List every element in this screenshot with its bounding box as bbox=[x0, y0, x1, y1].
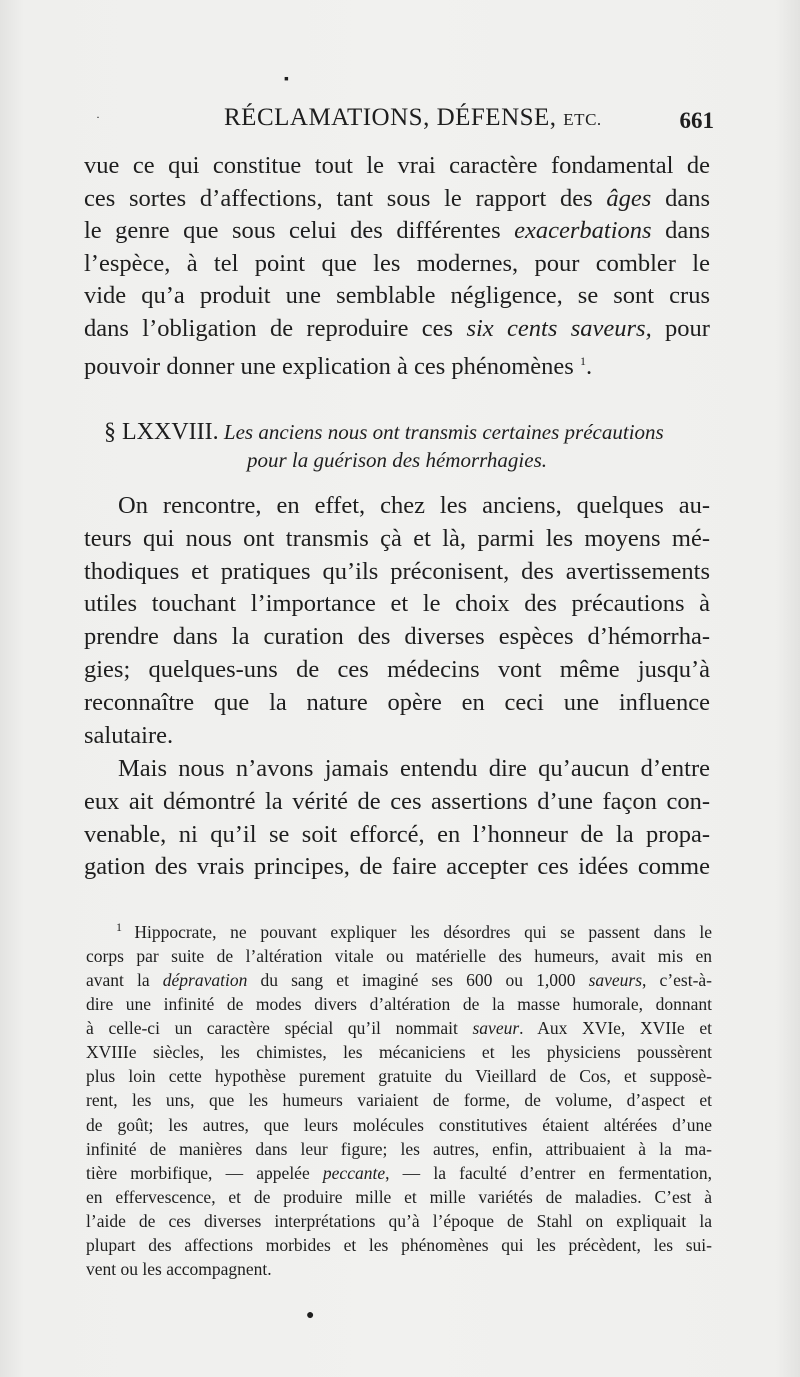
printer-mark: · bbox=[96, 110, 100, 124]
footnote bbox=[86, 915, 712, 1281]
footnote-line: en effervescence, et de produire mille et mille variétés de maladies. C’est à bbox=[86, 1186, 712, 1207]
text-line: ces sortes d’affections, tant sous le rapport des âges dans bbox=[84, 184, 710, 212]
footnote-line: avant la dépravation du sang et imaginé ses 600 ou 1,000 saveurs, c’est-à- bbox=[86, 970, 713, 991]
continuation-paragraph bbox=[84, 150, 710, 384]
footnote-reference: 1 bbox=[579, 354, 586, 368]
footnote-mark: 1 bbox=[116, 920, 135, 934]
printer-mark: ▪ bbox=[284, 72, 289, 87]
text-line: teurs qui nous ont transmis çà et là, parmi les moyens mé- bbox=[84, 524, 710, 552]
text-line: prendre dans la curation des diverses espèces d’hémorrha- bbox=[84, 623, 710, 651]
running-head-title: RÉCLAMATIONS, DÉFENSE, ETC. bbox=[224, 104, 602, 131]
text-line: l’espèce, à tel point que les modernes, pour combler le bbox=[84, 249, 710, 277]
text-line: thodiques et pratiques qu’ils préconisent, des avertissements bbox=[84, 557, 710, 585]
text-line: dans l’obligation de reproduire ces six cents saveurs, pour bbox=[84, 314, 710, 342]
text-line: gation des vrais principes, de faire accepter ces idées comme bbox=[84, 853, 710, 881]
text-line: eux ait démontré la vérité de ces assertions d’une façon con- bbox=[84, 787, 710, 815]
footnote-line: plus loin cette hypothèse purement gratuite du Vieillard de Cos, et supposè- bbox=[86, 1066, 712, 1087]
footnote-line: $^1$ Hippocrate, ne pouvant expliquer les désordres qui se passent dans le bbox=[116, 920, 713, 942]
section-heading bbox=[84, 418, 710, 474]
text-line: venable, ni qu’il se soit efforcé, en l’honneur de la propa- bbox=[84, 820, 710, 848]
footnote-line: à celle-ci un caractère spécial qu’il nommait saveur. Aux XVIe, XVIIe et bbox=[86, 1018, 712, 1039]
running-head bbox=[84, 104, 714, 144]
footnote-line: vent ou les accompagnent. bbox=[86, 1259, 272, 1280]
text-line: pouvoir donner une explication à ces phénomènes $^1$. bbox=[84, 353, 593, 381]
text-line: gies; quelques-uns de ces médecins vont même jusqu’à bbox=[84, 655, 710, 683]
footnote-line: plupart des affections morbides et les phénomènes qui les précèdent, les sui- bbox=[86, 1235, 712, 1256]
footnote-line: corps par suite de l’altération vitale ou matérielle des humeurs, avait mis en bbox=[86, 945, 712, 966]
text-line: vue ce qui constitue tout le vrai caractère fondamental de bbox=[84, 152, 710, 179]
paragraph-1 bbox=[84, 490, 710, 752]
footnote-line: tière morbifique, — appelée peccante, — la faculté d’entrer en fermentation, bbox=[86, 1162, 712, 1183]
printer-mark: ● bbox=[306, 1308, 315, 1323]
text-line: le genre que sous celui des différentes exacerbations dans bbox=[84, 217, 710, 244]
text-line: salutaire. bbox=[84, 721, 174, 749]
text-line: utiles touchant l’importance et le choix des précautions à bbox=[84, 590, 710, 618]
footnote-line: de goût; les autres, que leurs molécules constitutives étaient altérées d’une bbox=[86, 1114, 712, 1135]
text-line: Mais nous n’avons jamais entendu dire qu’aucun d’entre bbox=[118, 755, 710, 782]
text-line: vide qu’a produit une semblable négligence, se sont crus bbox=[84, 282, 710, 309]
footnote-line: l’aide de ces diverses interprétations qu’à l’époque de Stahl on expliquait la bbox=[86, 1210, 712, 1231]
footnote-line: XVIIIe siècles, les chimistes, les mécaniciens et les physiciens poussèrent bbox=[86, 1042, 712, 1063]
text-line: reconnaître que la nature opère en ceci une influence bbox=[84, 688, 710, 716]
footnote-line: dire une infinité de modes divers d’altération de la masse humorale, donnant bbox=[86, 994, 712, 1015]
text-line: On rencontre, en effet, chez les anciens, quelques au- bbox=[118, 492, 710, 519]
section-title-line2: pour la guérison des hémorrhagies. bbox=[246, 448, 548, 472]
footnote-line: rent, les uns, que les humeurs variaient de forme, de volume, d’aspect et bbox=[86, 1090, 712, 1111]
section-title-line1: Les anciens nous ont transmis certaines précautions bbox=[223, 420, 664, 444]
section-number: § LXXVIII. bbox=[104, 419, 219, 445]
paragraph-2 bbox=[84, 753, 710, 884]
page-number: 661 bbox=[679, 108, 714, 133]
footnote-line: infinité de manières dans leur figure; les autres, enfin, attribuaient à la ma- bbox=[86, 1138, 712, 1159]
